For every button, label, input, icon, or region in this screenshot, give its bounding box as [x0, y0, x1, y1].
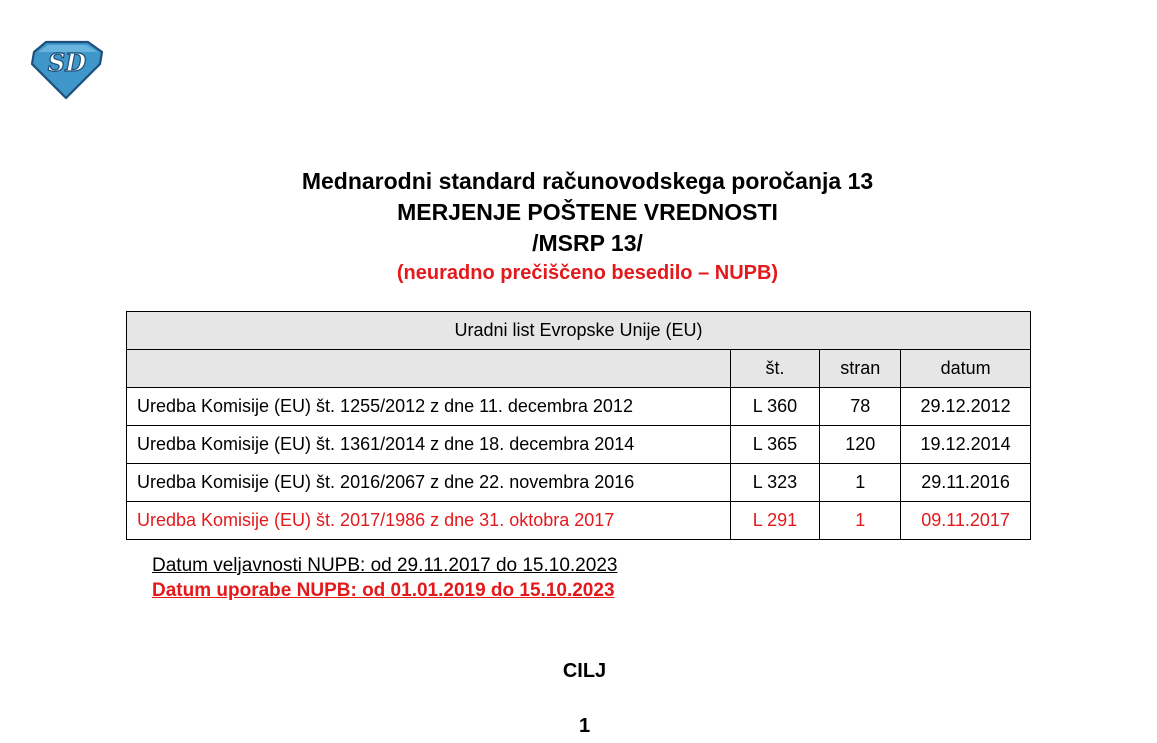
journal-page: 1 — [820, 464, 901, 502]
official-journal-table — [126, 311, 1031, 540]
table-row — [127, 464, 1031, 502]
table-header-row — [127, 350, 1031, 388]
journal-number: L 365 — [730, 426, 820, 464]
page-number: 1 — [578, 715, 591, 737]
journal-number: L 323 — [730, 464, 820, 502]
header-page: stran — [820, 350, 901, 388]
standard-abbreviation: /MSRP 13/ — [532, 230, 643, 256]
journal-date: 09.11.2017 — [901, 502, 1031, 540]
journal-date: 19.12.2014 — [901, 426, 1031, 464]
regulation-description: Uredba Komisije (EU) št. 2017/1986 z dne 31. oktobra 2017 — [127, 502, 731, 540]
table-row — [127, 426, 1031, 464]
journal-page: 78 — [820, 388, 901, 426]
regulation-description: Uredba Komisije (EU) št. 1255/2012 z dne 11. decembra 2012 — [127, 388, 731, 426]
standard-subject: MERJENJE POŠTENE VREDNOSTI — [397, 199, 778, 225]
logo-lettering: SD — [47, 48, 87, 77]
standard-title: Mednarodni standard računovodskega poročanja 13 — [301, 168, 874, 194]
journal-page: 120 — [820, 426, 901, 464]
journal-number: L 291 — [730, 502, 820, 540]
sd-logo — [30, 40, 104, 100]
consolidated-text-note: (neuradno prečiščeno besedilo – NUPB) — [396, 262, 779, 284]
usage-dates: Datum uporabe NUPB: od 01.01.2019 do 15.10.2023 — [152, 580, 615, 601]
regulation-description: Uredba Komisije (EU) št. 2016/2067 z dne 22. novembra 2016 — [127, 464, 731, 502]
header-number: št. — [730, 350, 820, 388]
table-row — [127, 502, 1031, 540]
table-caption: Uradni list Evropske Unije (EU) — [127, 312, 1031, 350]
header-date: datum — [901, 350, 1031, 388]
table-row — [127, 388, 1031, 426]
header-description — [127, 350, 731, 388]
validity-dates: Datum veljavnosti NUPB: od 29.11.2017 do 15.10.2023 — [152, 555, 618, 576]
journal-date: 29.12.2012 — [901, 388, 1031, 426]
table-caption-row — [127, 312, 1031, 350]
journal-page: 1 — [820, 502, 901, 540]
regulation-description: Uredba Komisije (EU) št. 1361/2014 z dne 18. decembra 2014 — [127, 426, 731, 464]
journal-number: L 360 — [730, 388, 820, 426]
title-block — [0, 166, 1157, 287]
section-heading: CILJ — [562, 660, 607, 682]
journal-date: 29.11.2016 — [901, 464, 1031, 502]
